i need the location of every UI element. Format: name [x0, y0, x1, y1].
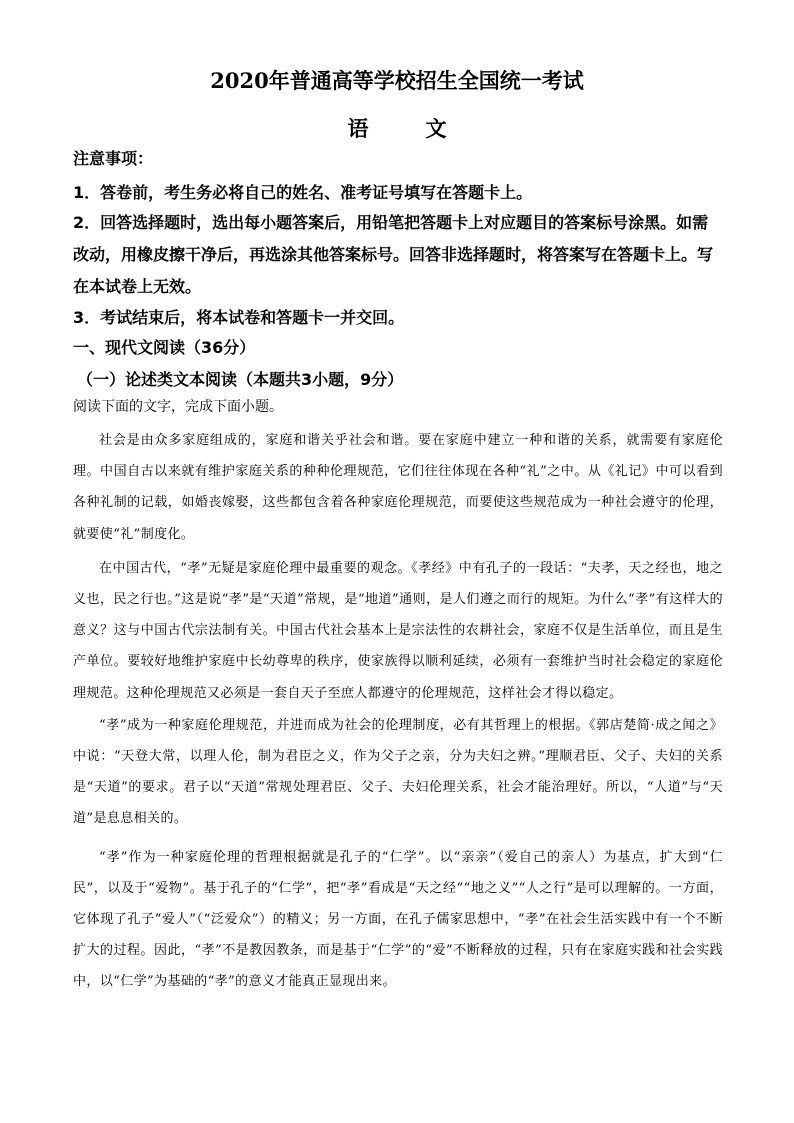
notes-heading: 注意事项：: [73, 149, 154, 168]
passage-paragraph-4: “孝”作为一种家庭伦理的哲理根据就是孔子的“仁学”。以“亲亲”（爱自己的亲人）为基点，扩大到“仁民”，以及于“爱物”。基于孔子的“仁学”，把“孝”看成是“天之经”“地之义”“人之行”是可以理解的。一方面，它体现了孔子“爱人”（“泛爱众”）的精义；另一方面，在孔子儒家思想中，“孝”在社会生活实践中有一个不断扩大的过程。因此，“孝”不是教因教条，而是基于“仁学”的“爱”不断释放的过程，只有在家庭实践和社会实践中，以“仁学”为基础的“孝”的意义才能真正显现出来。: [73, 849, 723, 990]
passage-paragraph-1: 社会是由众多家庭组成的，家庭和谐关乎社会和谐。要在家庭中建立一种和谐的关系，就需要有家庭伦理。中国自古以来就有维护家庭关系的种种伦理规范，它们往往体现在各种“礼”之中。从《礼记》中可以看到各种礼制的记载，如婚丧嫁娶，这些都包含着各种家庭伦理规范，而要使这些规范成为一种社会遵守的伦理，就要使“礼”制度化。: [73, 433, 723, 542]
reading-instruction: 阅读下面的文字，完成下面小题。: [73, 399, 283, 415]
note-item-1: 1．答卷前，考生务必将自己的姓名、准考证号填写在答题卡上。: [73, 183, 533, 202]
passage-paragraph-3: “孝”成为一种家庭伦理规范，并进而成为社会的伦理制度，必有其哲理上的根据。《郭店楚简·成之闻之》中说：“天登大常，以理人伦，制为君臣之义，作为父子之亲，分为夫妇之辨。”理顺君臣、父子、夫妇的关系是“天道”的要求。君子以“天道”常规处理君臣、父子、夫妇伦理关系，社会才能治理好。所以，“人道”与“天道”是息息相关的。: [73, 717, 723, 827]
reading-passage: [73, 425, 723, 998]
note-item-2: 2．回答选择题时，选出每小题答案后，用铅笔把答题卡上对应题目的答案标号涂黑。如需改动，用橡皮擦干净后，再选涂其他答案标号。回答非选择题时，将答案写在答题卡上。写在本试卷上无效。: [73, 213, 714, 296]
exam-title: 2020年普通高等学校招生全国统一考试: [210, 68, 584, 93]
section-heading: 一、现代文阅读（36分）: [73, 338, 256, 357]
subject-title: 语 文: [347, 116, 465, 141]
passage-paragraph-2: 在中国古代，“孝”无疑是家庭伦理中最重要的观念。《孝经》中有孔子的一段话：“夫孝，天之经也，地之义也，民之行也。”这是说“孝”是“天道”常规，是“地道”通则，是人们遵之而行的规矩。为什么“孝”有这样大的意义？这与中国古代宗法制有关。中国古代社会基本上是宗法性的农耕社会，家庭不仅是生活单位，而且是生产单位。要较好地维护家庭中长幼尊卑的秩序，使家族得以顺利延续，必须有一套维护当时社会稳定的家庭伦理规范。这种伦理规范又必须是一套自天子至庶人都遵守的伦理规范，这样社会才得以稳定。: [73, 560, 723, 701]
subsection-heading: （一）论述类文本阅读（本题共3小题，9分）: [77, 370, 404, 389]
note-item-3: 3．考试结束后，将本试卷和答题卡一并交回。: [73, 308, 405, 327]
